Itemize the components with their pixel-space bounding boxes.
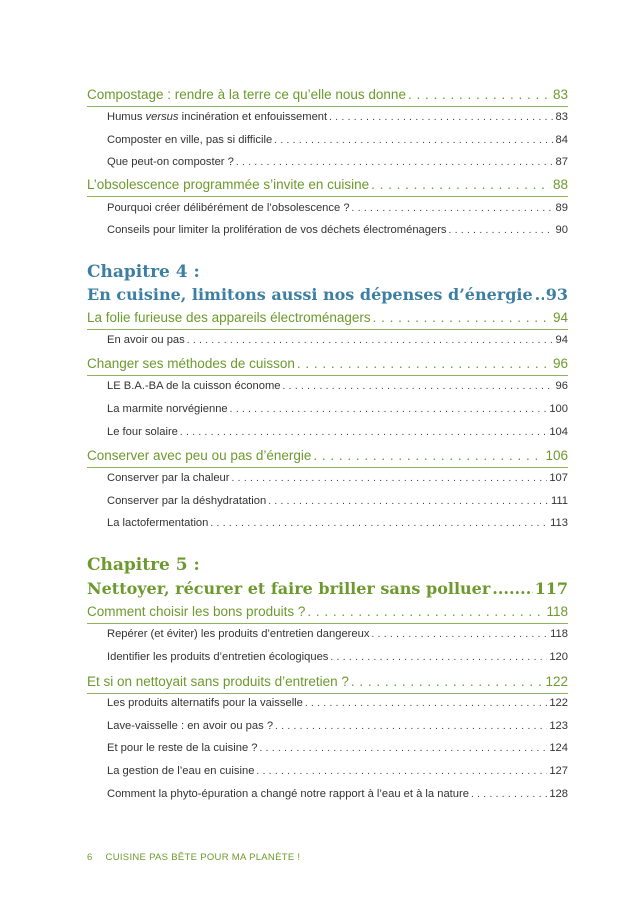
toc-item[interactable] bbox=[107, 788, 568, 800]
toc-item[interactable] bbox=[107, 111, 568, 123]
toc-item[interactable] bbox=[107, 224, 568, 236]
toc-item[interactable] bbox=[107, 134, 568, 146]
footer-page-number: 6 bbox=[87, 852, 93, 863]
toc-item-title: En avoir ou pas bbox=[107, 334, 185, 346]
dot-leader bbox=[297, 356, 551, 371]
chapter-4-page: 93 bbox=[545, 285, 568, 304]
dot-leader bbox=[210, 517, 548, 529]
toc-section[interactable] bbox=[87, 674, 568, 689]
toc-item-page: 107 bbox=[549, 472, 568, 484]
section-rule bbox=[87, 106, 568, 107]
toc-item-title: Le four solaire bbox=[107, 426, 178, 438]
toc-section-page: 96 bbox=[552, 356, 568, 371]
toc-item-title: Conserver par la chaleur bbox=[107, 472, 230, 484]
dot-leader bbox=[236, 156, 554, 168]
toc-item[interactable] bbox=[107, 651, 568, 663]
toc-section[interactable] bbox=[87, 177, 568, 192]
dot-leader bbox=[371, 628, 548, 640]
toc-item[interactable] bbox=[107, 720, 568, 732]
toc-item-page: 123 bbox=[549, 720, 568, 732]
toc-section[interactable] bbox=[87, 87, 568, 102]
toc-item-title: Et pour le reste de la cuisine ? bbox=[107, 742, 258, 754]
toc-section[interactable] bbox=[87, 448, 568, 463]
dot-leader bbox=[351, 674, 544, 689]
toc-item[interactable] bbox=[107, 628, 568, 640]
toc-section-page: 118 bbox=[546, 604, 568, 619]
dot-leader bbox=[268, 495, 549, 507]
dot-leader bbox=[471, 788, 547, 800]
dot-leader bbox=[313, 448, 543, 463]
footer-book-title: CUISINE PAS BÊTE POUR MA PLANÈTE ! bbox=[105, 852, 301, 863]
toc-section-page: 83 bbox=[552, 87, 568, 102]
toc-item[interactable] bbox=[107, 517, 568, 529]
dot-leader bbox=[371, 177, 551, 192]
toc-item-page: 96 bbox=[555, 380, 568, 392]
toc-section-title: Compostage : rendre à la terre ce qu’elle nous donne bbox=[87, 87, 406, 102]
toc-item-title: Identifier les produits d’entretien écologiques bbox=[107, 651, 329, 663]
dot-leader bbox=[180, 426, 547, 438]
toc-item-title: La marmite norvégienne bbox=[107, 403, 228, 415]
toc-item-title: Humus versus incinération et enfouissement bbox=[107, 111, 328, 123]
toc-section-title: Conserver avec peu ou pas d’énergie bbox=[87, 448, 312, 463]
toc-item-page: 111 bbox=[550, 495, 568, 507]
toc-section-page: 122 bbox=[545, 674, 568, 689]
toc-section-title: Comment choisir les bons produits ? bbox=[87, 604, 306, 619]
dot-leader bbox=[232, 472, 548, 484]
dot-leader bbox=[535, 285, 544, 304]
chapter-4-label: Chapitre 4 : bbox=[87, 262, 200, 282]
dot-leader bbox=[330, 651, 547, 663]
toc-item-title: Conserver par la déshydratation bbox=[107, 495, 267, 507]
dot-leader bbox=[274, 134, 553, 146]
toc-section-page: 106 bbox=[545, 448, 568, 463]
toc-item-page: 104 bbox=[549, 426, 568, 438]
section-rule bbox=[87, 467, 568, 468]
toc-section-title: Et si on nettoyait sans produits d’entretien ? bbox=[87, 674, 349, 689]
toc-item-page: 94 bbox=[555, 334, 568, 346]
toc-item-title: La lactofermentation bbox=[107, 517, 209, 529]
toc-item-title: Comment la phyto-épuration a changé notre rapport à l’eau et à la nature bbox=[107, 788, 469, 800]
dot-leader bbox=[256, 765, 547, 777]
chapter-5-page: 117 bbox=[534, 579, 568, 598]
toc-section-title: La folie furieuse des appareils électroménagers bbox=[87, 310, 371, 325]
dot-leader bbox=[187, 334, 554, 346]
toc-section-page: 88 bbox=[552, 177, 568, 192]
toc-item-page: 122 bbox=[549, 697, 568, 709]
toc-item[interactable] bbox=[107, 380, 568, 392]
dot-leader bbox=[260, 742, 548, 754]
toc-item-title: Composter en ville, pas si difficile bbox=[107, 134, 273, 146]
section-rule bbox=[87, 196, 568, 197]
dot-leader bbox=[329, 111, 553, 123]
dot-leader bbox=[373, 310, 551, 325]
toc-item-title: Les produits alternatifs pour la vaisselle bbox=[107, 697, 303, 709]
toc-section[interactable] bbox=[87, 356, 568, 371]
toc-item-page: 84 bbox=[555, 134, 568, 146]
dot-leader bbox=[449, 224, 554, 236]
dot-leader bbox=[307, 604, 544, 619]
toc-item-title: La gestion de l’eau en cuisine bbox=[107, 765, 255, 777]
toc-item-page: 128 bbox=[549, 788, 568, 800]
toc-item[interactable] bbox=[107, 697, 568, 709]
toc-item-page: 87 bbox=[555, 156, 568, 168]
section-rule bbox=[87, 329, 568, 330]
toc-item-title: Conseils pour limiter la prolifération de vos déchets électroménagers bbox=[107, 224, 447, 236]
toc-item[interactable] bbox=[107, 742, 568, 754]
chapter-4-heading[interactable] bbox=[87, 285, 568, 304]
toc-section[interactable] bbox=[87, 604, 568, 619]
toc-item[interactable] bbox=[107, 765, 568, 777]
dot-leader bbox=[408, 87, 551, 102]
toc-item[interactable] bbox=[107, 472, 568, 484]
toc-item[interactable] bbox=[107, 495, 568, 507]
toc-item-page: 124 bbox=[549, 742, 568, 754]
section-rule bbox=[87, 693, 568, 694]
toc-item-page: 127 bbox=[549, 765, 568, 777]
toc-item-title: Repérer (et éviter) les produits d’entretien dangereux bbox=[107, 628, 370, 640]
dot-leader bbox=[492, 579, 532, 598]
dot-leader bbox=[283, 380, 554, 392]
toc-item-page: 90 bbox=[555, 224, 568, 236]
dot-leader bbox=[230, 403, 548, 415]
dot-leader bbox=[275, 720, 547, 732]
section-rule bbox=[87, 375, 568, 376]
section-rule bbox=[87, 623, 568, 624]
toc-section-title: Changer ses méthodes de cuisson bbox=[87, 356, 295, 371]
toc-item-page: 83 bbox=[555, 111, 568, 123]
toc-item-title: Lave-vaisselle : en avoir ou pas ? bbox=[107, 720, 274, 732]
toc-item-title: Pourquoi créer délibérément de l’obsolescence ? bbox=[107, 202, 350, 214]
toc-item[interactable] bbox=[107, 202, 568, 214]
toc-item[interactable] bbox=[107, 156, 568, 168]
toc-item[interactable] bbox=[107, 403, 568, 415]
toc-item-title: Que peut-on composter ? bbox=[107, 156, 234, 168]
toc-item[interactable] bbox=[107, 426, 568, 438]
page-footer bbox=[87, 852, 300, 863]
toc-item-title: LE B.A.-BA de la cuisson économe bbox=[107, 380, 281, 392]
toc-section-page: 94 bbox=[552, 310, 568, 325]
chapter-4-title: En cuisine, limitons aussi nos dépenses d’énergie bbox=[87, 285, 533, 304]
toc-item-page: 89 bbox=[555, 202, 568, 214]
toc-item-page: 113 bbox=[550, 517, 568, 529]
toc-section-title: L’obsolescence programmée s’invite en cuisine bbox=[87, 177, 370, 192]
toc-item-page: 100 bbox=[549, 403, 568, 415]
chapter-5-label: Chapitre 5 : bbox=[87, 555, 200, 575]
chapter-5-heading[interactable] bbox=[87, 579, 568, 598]
toc-item-page: 120 bbox=[549, 651, 568, 663]
toc-section[interactable] bbox=[87, 310, 568, 325]
toc-item-page: 118 bbox=[550, 628, 568, 640]
dot-leader bbox=[305, 697, 547, 709]
chapter-5-title: Nettoyer, récurer et faire briller sans polluer bbox=[87, 579, 491, 598]
dot-leader bbox=[352, 202, 554, 214]
toc-item[interactable] bbox=[107, 334, 568, 346]
